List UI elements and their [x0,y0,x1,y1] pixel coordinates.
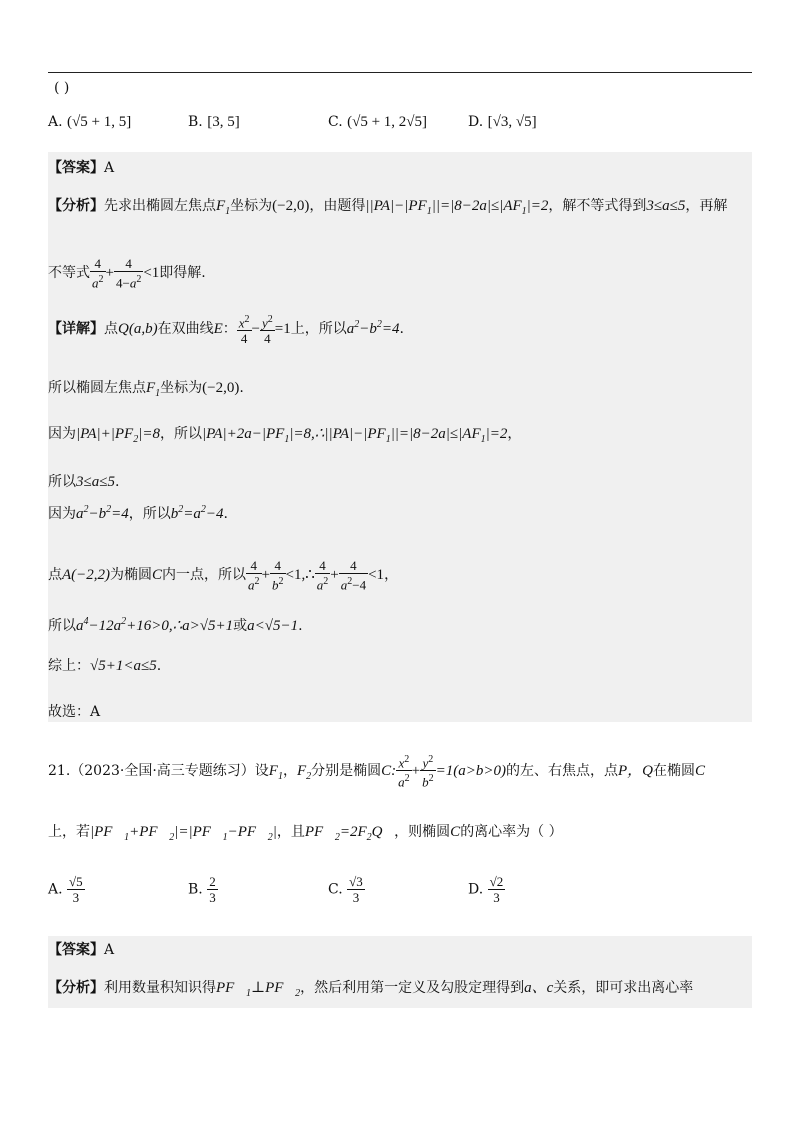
q21-option-a [48,874,85,905]
text: 的离心率为（ ） [460,824,563,840]
text: 设 [254,762,269,779]
answer-line [48,158,114,178]
text: 在椭圆 [652,762,695,779]
text: ，由题得 [309,198,366,214]
text: ： [222,321,237,338]
question-21-line-2 [48,822,563,848]
math: E [213,321,223,338]
option-label: D. [468,881,484,898]
text: ，且 [276,824,305,840]
text: 因为 [48,506,76,522]
detail-line-3 [48,424,521,450]
numerator: 2 [209,874,216,889]
analysis-21-line [48,978,693,1004]
option-c [328,112,427,132]
math: $\frac{4}{a^2}$ [92,256,104,291]
option-label: B. [188,114,203,130]
option-value: [√3, √5] [487,114,537,130]
math: $||PA|-|PF_1||=|8-2a|\le|AF_1|=2$ [365,198,549,217]
detail-tag: 【详解】 [48,321,104,338]
option-b [188,112,240,132]
analysis-tag: 【分析】 [48,198,104,214]
math: $PF⃗_2=2F_2Q⃗$ [304,824,395,843]
q21-option-c [328,874,365,905]
detail-line-1: 【详解】点Q(a,b)在双曲线E： $\frac{x^2}{4}$ − $\frac{y^2}{4}$ =1上，所以$a^2-b^2=4$. [48,314,404,347]
option-value [207,874,218,905]
option-value [347,874,365,905]
text: . [239,380,244,396]
detail-line-2 [48,378,244,404]
text: ， [384,567,399,584]
text: P，Q [617,762,653,779]
text: ，所以 [159,426,202,442]
detail-line-5 [48,500,228,524]
text: ，则椭圆 [394,824,451,840]
option-value [67,874,85,905]
math: $|PA|+|PF_2|=8$ [76,426,160,445]
math: $F_1$ [146,380,161,399]
text: C [450,824,461,840]
option-label: C. [328,881,343,898]
text: C [694,762,705,779]
text: 点 [48,567,62,584]
answer-value: A [104,942,115,958]
math: $\frac{y^2}{4}$ [262,314,273,347]
math: $|PA|+2a-|PF_1|=8,\therefore||PA|-|PF_1||=|8-2a|\le|AF_1|=2$ [201,426,508,445]
detail-line-6: 点A(−2,2)为椭圆C内一点，所以 $\frac{4}{a^2}$ + $\frac{4}{b^2}$ <1,∴ $\frac{4}{a^2}$ + $\frac{4}{a^2-4}$ <1， [48,558,399,593]
option-label: A. [48,881,63,898]
answer-21-line [48,940,114,960]
math: (−2,0) [202,380,240,396]
math: A(−2,2) [62,567,111,584]
text: ，然后利用第一定义及勾股定理得到 [300,980,525,996]
math: $PF⃗_1\perp PF⃗_2$ [216,980,301,999]
analysis-line-2: 不等式 $\frac{4}{a^2}$ + $\frac{4}{4-a^2}$ <1即得解. [48,256,206,291]
math: $\frac{4}{a^2}$ [316,558,329,593]
detail-line-7 [48,612,303,636]
detail-line-8 [48,656,161,676]
math: $a^2-b^2=4$ [76,504,129,522]
text: 所以 [48,618,76,634]
option-value: [3, 5] [207,114,240,130]
text: ， [507,426,522,442]
option-d [468,112,537,132]
math: $\frac{4}{a^2-4}$ [340,558,367,593]
denominator: 3 [72,890,80,905]
denominator: 3 [209,890,216,905]
text: ， [282,762,297,779]
text: ，所以 [128,506,171,522]
text: 内一点，所以 [162,567,247,584]
option-value: (√5 + 1, 2√5] [347,114,428,130]
denominator: 3 [352,890,360,905]
text: 所以 [48,474,76,490]
detail-line-9: 故选：A [48,704,101,720]
option-label: B. [188,881,203,898]
header-rule [48,72,752,73]
text: 先求出椭圆左焦点 [104,198,216,214]
text: a、c [524,980,554,996]
text: . [223,506,228,522]
q21-option-d [468,874,505,905]
text: 关系，即可求出离心率 [553,980,694,996]
analysis-line-1 [48,196,727,222]
math: C [152,567,163,584]
denominator: 3 [493,890,500,905]
option-label: C. [328,114,343,130]
question-source: （2023·全国·高三专题练习） [70,762,255,779]
text: 利用数量积知识得 [104,980,216,996]
text: ，再解 [685,198,728,214]
numerator: √2 [489,874,504,889]
math: 3≤a≤5 [76,474,115,490]
numerator: √3 [349,874,363,889]
text: 不等式 [48,265,90,282]
math: $\frac{4}{a^2}$ [248,558,260,593]
text: . [298,618,303,634]
option-value: (√5 + 1, 5] [67,114,132,130]
text: 在双曲线 [157,321,214,338]
text: 的左、右焦点，点 [505,762,618,779]
option-a [48,112,131,132]
math: $\frac{x^2}{4}$ [238,314,250,347]
math: $|PF⃗_1+PF⃗_2|=|PF⃗_1-PF⃗_2|$ [90,824,277,843]
text: 综上： [48,658,90,674]
question-21-line-1: 21.（2023·全国·高三专题练习）设$F_1$，$F_2$分别是椭圆C: $\frac{x^2}{a^2}$ + $\frac{y^2}{b^2}$ =1(a>b>0)的左、右焦点，点P，Q在椭圆C [48,754,705,790]
math: $b^2=a^2-4$ [170,504,224,522]
text: 坐标为 [230,198,273,214]
math: (−2,0) [272,198,310,214]
text: ，解不等式得到 [548,198,647,214]
text: 上，所以 [290,321,347,338]
option-label: D. [468,114,484,130]
math: a<√5−1 [247,618,299,634]
math: Q(a,b) [118,321,158,338]
text: 或 [233,618,248,634]
answer-tag: 【答案】 [48,942,104,958]
math: 3≤a≤5 [646,198,686,214]
text: 所以椭圆左焦点 [48,380,146,396]
math: $F_1$ [216,198,231,217]
math: $\frac{4}{4-a^2}$ [115,256,142,291]
text: 即得解. [159,265,206,282]
math: $a^2-b^2=4$ [346,319,400,338]
math: $a^4-12a^2+16>0,\therefore a>√5+1$ [76,616,234,634]
math: $F_1$ [268,762,283,782]
answer-tag: 【答案】 [48,160,104,176]
option-label: A. [48,114,63,130]
text: 上，若 [48,824,90,840]
math: $\frac{4}{b^2}$ [272,558,284,593]
numerator: √5 [69,874,83,889]
math: $F_2$ [296,762,312,782]
option-value [488,874,506,905]
math: C: [381,762,397,779]
answer-paren: ( ) [54,80,70,96]
text: 点 [104,321,118,338]
text: . [156,658,162,674]
text: 为椭圆 [110,567,153,584]
text: . [114,474,120,490]
math: $\frac{y^2}{b^2}$ [422,754,434,790]
analysis-tag: 【分析】 [48,980,104,996]
answer-value: A [104,160,115,176]
detail-line-4 [48,472,119,492]
q21-option-b [188,874,218,905]
question-number: 21. [48,762,71,779]
math: √5+1<a≤5 [90,658,157,674]
math: $\frac{x^2}{a^2}$ [398,754,410,790]
text: 坐标为 [160,380,203,396]
text: 因为 [48,426,76,442]
text: 分别是椭圆 [311,762,382,779]
text: . [399,321,404,338]
